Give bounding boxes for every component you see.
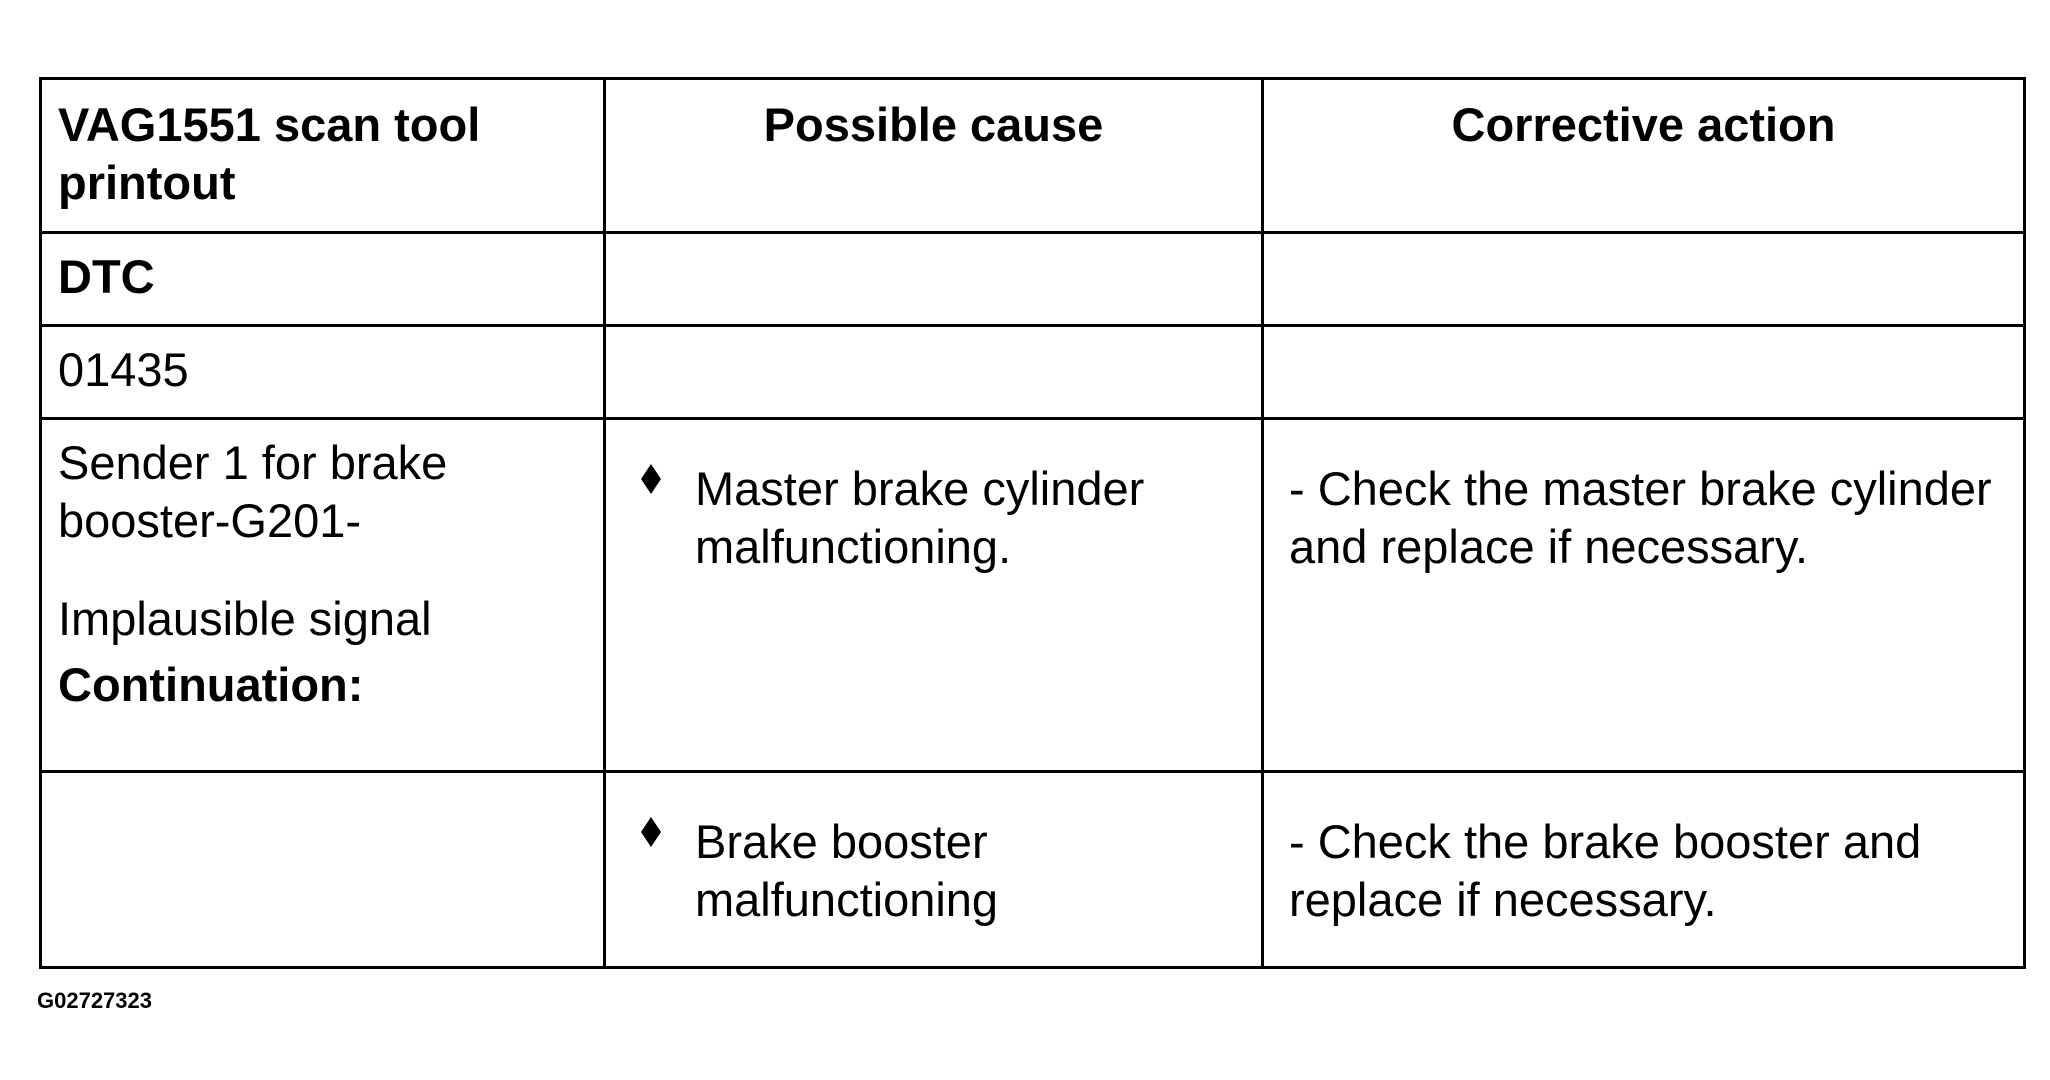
header-col3-label: Corrective action — [1451, 98, 1836, 151]
empty-cell — [41, 772, 605, 968]
dtc-description-cell — [41, 419, 605, 772]
dtc-code-cell — [41, 326, 605, 419]
dtc-table — [39, 77, 2026, 969]
dtc-condition: Implausible signal — [58, 592, 432, 645]
header-corrective-action — [1263, 79, 2025, 233]
corrective-action-text: - Check the brake booster and replace if necessary. — [1289, 815, 1922, 926]
empty-cell — [605, 326, 1263, 419]
corrective-action-cell — [1263, 419, 2025, 772]
table-row — [41, 772, 2025, 968]
header-col2-label: Possible cause — [763, 98, 1104, 151]
empty-cell — [1263, 326, 2025, 419]
continuation-label: Continuation: — [58, 658, 364, 711]
diamond-bullet-icon — [641, 464, 661, 494]
figure-id: G02727323 — [37, 988, 152, 1013]
possible-cause-cell — [605, 772, 1263, 968]
possible-cause-text: Master brake cylinder malfunctioning. — [695, 462, 1145, 573]
table-row — [41, 419, 2025, 772]
header-scan-tool-printout — [41, 79, 605, 233]
header-possible-cause — [605, 79, 1263, 233]
table-row — [41, 326, 2025, 419]
table-row — [41, 233, 2025, 326]
dtc-name: Sender 1 for brake booster-G201- — [58, 436, 448, 547]
possible-cause-text: Brake booster malfunctioning — [695, 815, 999, 926]
corrective-action-cell — [1263, 772, 2025, 968]
empty-cell — [605, 233, 1263, 326]
empty-cell — [1263, 233, 2025, 326]
table-header-row — [41, 79, 2025, 233]
diamond-bullet-icon — [641, 817, 661, 847]
list-item — [606, 773, 1261, 929]
list-item — [606, 420, 1261, 576]
corrective-action-text: - Check the master brake cylinder and replace if necessary. — [1289, 462, 1992, 573]
dtc-label-cell — [41, 233, 605, 326]
dtc-section-label: DTC — [58, 250, 155, 303]
possible-cause-cell — [605, 419, 1263, 772]
dtc-code: 01435 — [58, 343, 189, 396]
header-col1-label: VAG1551 scan tool printout — [58, 98, 481, 209]
